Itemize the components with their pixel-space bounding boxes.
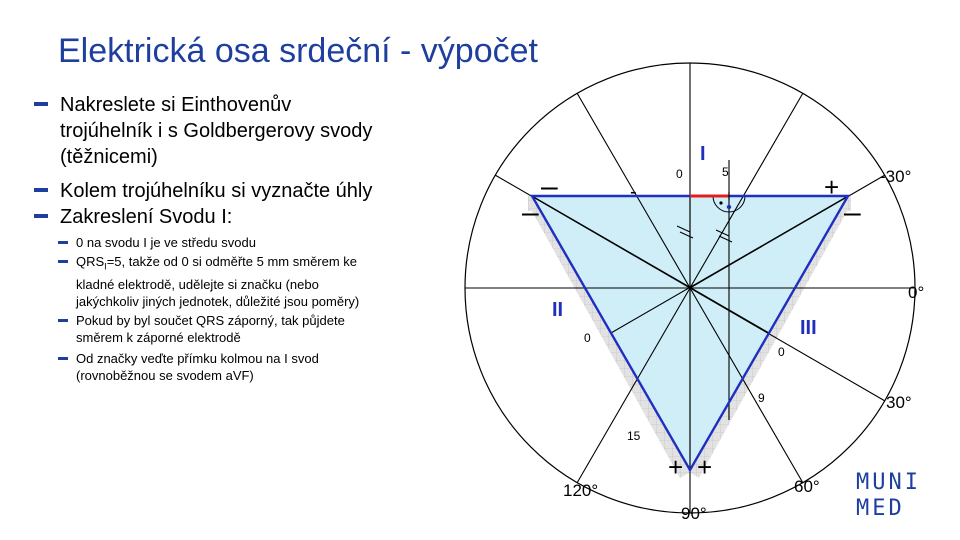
bullet-line: Nakreslete si Einthovenův [60,94,292,116]
scale-III-zero: 0 [778,345,785,359]
scale-II-zero: 0 [584,331,591,345]
sign-plus-III: + [697,452,713,482]
right-angle-dot [719,201,722,204]
bullet-line: Od značky veďte přímku kolmou na I svod [76,351,319,366]
angle-0: 0° [908,283,925,302]
logo-line-med: MED [856,496,905,521]
bullet-line: (rovnoběžnou se svodem aVF) [76,368,254,383]
qrs-subscript: I [104,261,107,272]
bullet-line: jakýchkoliv jiných jednotek, důležité jsou poměry) [76,293,360,309]
sign-dot: - [630,181,637,203]
bullet-line: Pokud by byl součet QRS záporný, tak půjdete [76,313,345,328]
scale-III-nine: 9 [758,391,765,405]
bullet-line: směrem k záporné elektrodě [76,330,241,345]
bullet-line: (těžnicemi) [60,146,158,168]
sign-minus-II: – [522,196,539,229]
lead-I-mark-dot [727,205,731,209]
qrs-prefix: QRS [76,254,105,269]
scale-I-five: 5 [722,165,729,179]
angle-60: 60° [794,477,820,496]
angle-30: 30° [886,393,912,412]
sign-plus-II: + [668,452,684,482]
muni-med-logo [856,470,921,522]
bullet-line: Zakreslení Svodu I: [60,206,233,228]
scale-II-fifteen: 15 [627,429,641,443]
lead-label-III: III [800,317,817,339]
sign-plus-I: + [824,172,840,202]
lead-label-II: II [552,299,564,321]
bullet-line: Kolem trojúhelníku si vyznačte úhly [60,180,373,202]
lead-label-I: I [700,143,706,165]
bullet-line: 0 na svodu I je ve středu svodu [76,235,256,250]
qrs-rest: =5, takže od 0 si odměřte 5 mm směrem ke [106,254,358,269]
logo-line-muni: MUNI [856,470,921,495]
bullet-line: trojúhelník i s Goldbergerovy svody [60,120,373,142]
sign-minus-I: – [541,170,558,203]
sign-minus-III: – [844,196,861,229]
scale-I-zero: 0 [676,167,683,181]
angle-120: 120° [563,481,599,500]
bullet-line: kladné elektrodě, udělejte si značku (nebo [76,276,319,292]
angle-minus30: -30° [880,167,912,186]
slide-title: Elektrická osa srdeční - výpočet [58,32,538,70]
angle-90: 90° [681,504,707,523]
